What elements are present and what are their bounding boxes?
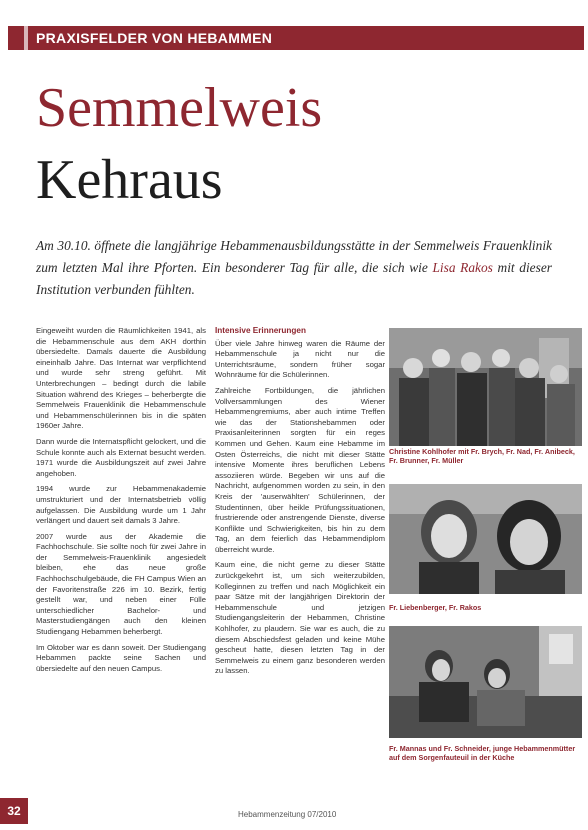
section-header-bar — [8, 26, 584, 50]
page-number: 32 — [0, 798, 28, 824]
body-column-2 — [215, 326, 385, 682]
headline-line-1: Semmelweis — [36, 77, 323, 139]
couch-photo — [389, 626, 582, 738]
portrait-photo — [389, 484, 582, 594]
column2-subheading: Intensive Erinnerungen — [215, 326, 306, 335]
photo-caption-1: Christine Kohlhofer mit Fr. Brych, Fr. Nad, Fr. Anibeck, Fr. Brunner, Fr. Müller — [389, 447, 575, 466]
column2-paragraph: Zahlreiche Fortbildungen, die jährlichen Vollversammlungen des Wiener Hebammengremiums, aber auch intime Treffen wie das der Stationshebammen oder Praxisanleiterinnen sorgten für ein reges Kommen und Gehen. Kaum eine Hebamme im Osten Österreichs, die nicht mit dieser Stätte intensive Momente ihres beruflichen Lebens assoziieren würde. Begeben wir uns auf die Nachricht, aufgenommen worden zu sein, in den Kreis der 'auserwählten' Schülerinnen, der Studentinnen, über heikle Prüfungssituationen, frustrierende oder anstrengende Dienste, diverse Konflikte und Schwierigkeiten, bis hin zu dem Tag, an dem feierlich das Hebammendiplom überreicht wurde. — [215, 385, 385, 554]
header-accent-stripe — [24, 26, 28, 50]
column2-paragraph: Kaum eine, die nicht gerne zu dieser Stätte zurückgekehrt ist, um sich weiterzubilden, Kolleginnen zu treffen und nach Möglichkeit ein paar Sätze mit der langjährigen Direktorin der Hebammenschule und jetzigen Studiengangsleiterin der Hebammen, Christine Kohlhofer, zu plaudern. Sie war es auch, die zu diesem Abschiedsfest geladen und keine Mühe gescheut hatte, diesen letzten Tag in der Semmelweis zu einem ganz besonderen werden zu lassen. — [215, 560, 385, 676]
column1-paragraph: 1994 wurde zur Hebammenakademie umstrukturiert und der Internatsbetrieb völlig aufgelassen. Die Ausbildung wurde um 1 Jahr verlängert und dauert seit damals 3 Jahre. — [36, 484, 206, 526]
column1-paragraph: Dann wurde die Internatspflicht gelockert, und die Schule konnte auch als Externat besucht werden. 1971 wurde die Ausbildungszeit auf zwei Jahre angehoben. — [36, 436, 206, 478]
photo-caption-2: Fr. Liebenberger, Fr. Rakos — [389, 603, 482, 612]
column2-paragraph: Über viele Jahre hinweg waren die Räume der Hebammenschule ja nicht nur die Unterrichtsräume, sondern früher sogar Wohnräume für die Schülerinnen. — [215, 338, 385, 380]
lead-paragraph — [36, 235, 552, 301]
publication-footer: Hebammenzeitung 07/2010 — [238, 810, 337, 819]
lead-text: Am 30.10. öffnete die langjährige Hebammenausbildungsstätte in der Semmelweis Frauenklinik zum letzten Mal ihre Pforten. Ein besonderer Tag für alle, die sich wie — [36, 238, 552, 275]
column1-paragraph: Eingeweiht wurden die Räumlichkeiten 1941, als die Hebammenschule aus dem AKH dorthin übersiedelte. Damals dauerte die Ausbildung eineinhalb Jahre. Das Internat war verpflichtend und wurde sehr streng geführt. Mit Unterbrechungen – bedingt durch die labile Situation während des Krieges – beherbergte die Semmelweis Frauenklinik die Hebammenschule und Hebammenschülerinnen bis in die späten 1960er Jahre. — [36, 326, 206, 431]
author-name: Lisa Rakos — [432, 260, 493, 275]
headline-line-2: Kehraus — [36, 149, 223, 211]
column1-paragraph: Im Oktober war es dann soweit. Der Studiengang Hebammen packte seine Sachen und übersiedelte auf den neuen Campus. — [36, 642, 206, 673]
body-column-1 — [36, 326, 206, 679]
photo-caption-3: Fr. Mannas und Fr. Schneider, junge Hebammenmütter auf dem Sorgenfauteuil in der Küche — [389, 744, 576, 763]
lead-text-end: mit dieser Institution verbunden fühlten. — [36, 260, 552, 297]
column1-paragraph: 2007 wurde aus der Akademie die Fachhochschule. Sie sollte noch für zwei Jahre in der Semmelweis-Frauenklinik angesiedelt bleiben, ehe das neue große Fachhochschulgebäude, die FH Campus Wien an der Favoritenstraße 226 im 10. Bezirk, fertig gestellt war, und neben einer Fülle unterschiedlicher Bachelor- und Masterstudiengängen auch den kleinen Studiengang Hebammen beherbergt. — [36, 531, 206, 637]
section-title: PRAXISFELDER VON HEBAMMEN — [36, 30, 273, 46]
group-photo — [389, 328, 582, 446]
